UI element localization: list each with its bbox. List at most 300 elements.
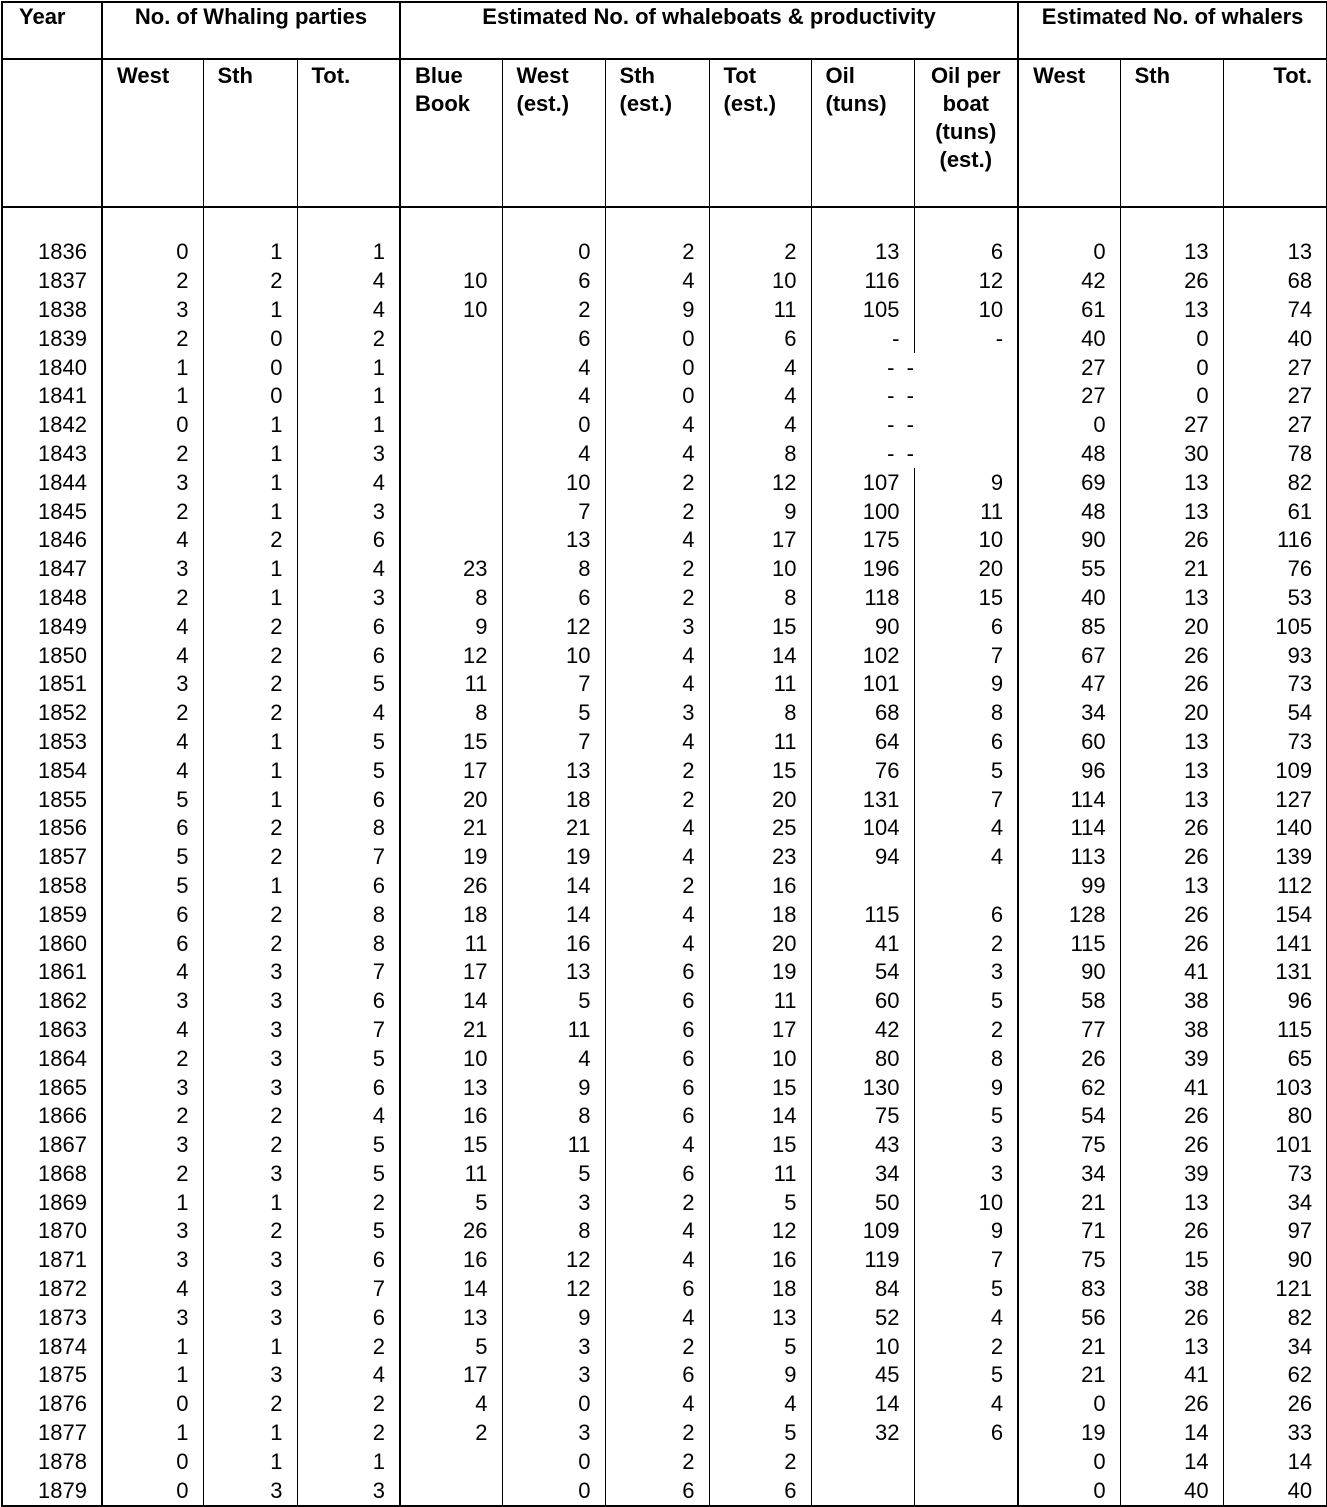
value-cell: 127 [1223, 785, 1327, 814]
value-cell: 9 [914, 670, 1018, 699]
table-row [2, 1073, 1327, 1102]
value-cell: 9 [914, 468, 1018, 497]
value-cell: 6 [502, 267, 605, 296]
value-cell: 3 [914, 1160, 1018, 1189]
value-cell: 11 [400, 1160, 502, 1189]
value-cell: 8 [400, 584, 502, 613]
year-cell: 1842 [2, 411, 102, 440]
value-cell: 115 [1223, 1016, 1327, 1045]
year-cell: 1876 [2, 1390, 102, 1419]
value-cell: 0 [102, 1447, 203, 1476]
value-cell: 1 [297, 238, 400, 267]
value-cell: 13 [1120, 785, 1223, 814]
value-cell: 83 [1018, 1275, 1120, 1304]
value-cell: 10 [502, 468, 605, 497]
value-cell: 1 [102, 353, 203, 382]
value-cell: 76 [1223, 555, 1327, 584]
value-cell: 2 [203, 929, 297, 958]
value-cell: 3 [605, 699, 709, 728]
year-cell: 1878 [2, 1447, 102, 1476]
value-cell: 34 [1223, 1332, 1327, 1361]
value-cell: 18 [709, 900, 811, 929]
value-cell: 11 [709, 728, 811, 757]
value-cell: 30 [1120, 440, 1223, 469]
value-cell: 2 [203, 1390, 297, 1419]
value-cell: 0 [605, 382, 709, 411]
value-cell: 3 [297, 1476, 400, 1506]
value-cell: 112 [1223, 872, 1327, 901]
value-cell: 26 [1120, 1131, 1223, 1160]
value-cell: 5 [297, 728, 400, 757]
value-cell: 34 [1223, 1188, 1327, 1217]
value-cell: 3 [102, 468, 203, 497]
year-cell: 1879 [2, 1476, 102, 1506]
value-cell: 20 [709, 929, 811, 958]
value-cell: 13 [1120, 468, 1223, 497]
value-cell: 3 [203, 1275, 297, 1304]
value-cell: 1 [203, 1332, 297, 1361]
value-cell: 15 [709, 1073, 811, 1102]
value-cell: 41 [811, 929, 914, 958]
year-cell: 1867 [2, 1131, 102, 1160]
value-cell: 2 [102, 497, 203, 526]
value-cell: 4 [605, 900, 709, 929]
value-cell: 139 [1223, 843, 1327, 872]
table-row [2, 555, 1327, 584]
value-cell: 5 [297, 756, 400, 785]
value-cell: 2 [605, 1188, 709, 1217]
value-cell [400, 238, 502, 267]
value-cell: 26 [1223, 1390, 1327, 1419]
value-cell: 4 [297, 468, 400, 497]
value-cell: 74 [1223, 296, 1327, 325]
value-cell: 0 [1018, 238, 1120, 267]
value-cell: 17 [400, 756, 502, 785]
table-row [2, 1217, 1327, 1246]
value-cell: 1 [297, 1447, 400, 1476]
year-cell: 1877 [2, 1419, 102, 1448]
value-cell: 2 [605, 1332, 709, 1361]
value-cell: 25 [709, 814, 811, 843]
value-cell: 21 [1018, 1332, 1120, 1361]
table-row [2, 440, 1327, 469]
value-cell: 2 [297, 324, 400, 353]
value-cell: 121 [1223, 1275, 1327, 1304]
whalers-sth-header: Sth [1120, 59, 1223, 207]
value-cell: 40 [1120, 1476, 1223, 1506]
value-cell: 13 [502, 756, 605, 785]
value-cell: 3 [203, 1246, 297, 1275]
value-cell: 4 [605, 1246, 709, 1275]
value-cell: 26 [1120, 1303, 1223, 1332]
year-cell: 1852 [2, 699, 102, 728]
value-cell: 1 [203, 756, 297, 785]
value-cell: 4 [605, 1390, 709, 1419]
value-cell: 4 [709, 353, 811, 382]
value-cell: 8 [709, 584, 811, 613]
value-cell: 4 [605, 1303, 709, 1332]
value-cell: 64 [811, 728, 914, 757]
table-row [2, 900, 1327, 929]
value-cell: 6 [605, 987, 709, 1016]
value-cell: 14 [1120, 1447, 1223, 1476]
value-cell: 42 [1018, 267, 1120, 296]
value-cell: 4 [297, 1361, 400, 1390]
value-cell: 100 [811, 497, 914, 526]
spacer-row [2, 207, 1327, 238]
value-cell: 33 [1223, 1419, 1327, 1448]
value-cell: 15 [914, 584, 1018, 613]
value-cell: 54 [811, 958, 914, 987]
value-cell: 4 [297, 267, 400, 296]
value-cell: 27 [1223, 353, 1327, 382]
value-cell: 2 [102, 440, 203, 469]
value-cell: 13 [1120, 1332, 1223, 1361]
value-cell: 5 [502, 1160, 605, 1189]
parties-west-header: West [102, 59, 203, 207]
value-cell: 3 [502, 1361, 605, 1390]
value-cell: 14 [1223, 1447, 1327, 1476]
value-cell: 16 [709, 1246, 811, 1275]
value-cell: 56 [1018, 1303, 1120, 1332]
value-cell: 6 [605, 1102, 709, 1131]
value-cell: 5 [709, 1188, 811, 1217]
oil-header: Oil (tuns) [811, 59, 914, 207]
value-cell: 3 [203, 1044, 297, 1073]
value-cell: 17 [709, 526, 811, 555]
value-cell: 53 [1223, 584, 1327, 613]
value-cell: 0 [502, 1476, 605, 1506]
value-cell: 2 [502, 296, 605, 325]
value-cell: 40 [1223, 324, 1327, 353]
value-cell: 14 [709, 1102, 811, 1131]
value-cell: 2 [297, 1419, 400, 1448]
value-cell: 1 [102, 1419, 203, 1448]
value-cell: 10 [914, 296, 1018, 325]
value-cell: 15 [709, 612, 811, 641]
value-cell: 27 [1018, 382, 1120, 411]
value-cell: 4 [914, 814, 1018, 843]
value-cell: 10 [914, 526, 1018, 555]
value-cell [400, 411, 502, 440]
value-cell: 9 [502, 1073, 605, 1102]
value-cell: 13 [1223, 238, 1327, 267]
value-cell: 6 [605, 1476, 709, 1506]
value-cell: 10 [709, 267, 811, 296]
table-row [2, 468, 1327, 497]
value-cell: 26 [1120, 267, 1223, 296]
table-row [2, 987, 1327, 1016]
value-cell: 13 [1120, 728, 1223, 757]
value-cell: 5 [102, 872, 203, 901]
value-cell: 60 [1018, 728, 1120, 757]
value-cell: 3 [102, 1246, 203, 1275]
value-cell: 2 [605, 555, 709, 584]
value-cell: 0 [203, 353, 297, 382]
value-cell: 3 [102, 1131, 203, 1160]
value-cell: 5 [297, 1217, 400, 1246]
value-cell: 13 [502, 958, 605, 987]
value-cell: 4 [297, 1102, 400, 1131]
value-cell: 3 [102, 1303, 203, 1332]
value-cell: 27 [1120, 411, 1223, 440]
value-cell: 10 [709, 1044, 811, 1073]
value-cell: 4 [297, 555, 400, 584]
value-cell: 6 [914, 1419, 1018, 1448]
value-cell: 26 [400, 872, 502, 901]
value-cell: 1 [203, 497, 297, 526]
year-cell: 1845 [2, 497, 102, 526]
value-cell [400, 440, 502, 469]
value-cell: 0 [502, 1390, 605, 1419]
value-cell: 3 [502, 1188, 605, 1217]
value-cell: 26 [1120, 1217, 1223, 1246]
value-cell: 2 [605, 238, 709, 267]
value-cell: 114 [1018, 814, 1120, 843]
table-body [2, 207, 1327, 1506]
year-cell: 1873 [2, 1303, 102, 1332]
value-cell: 12 [709, 1217, 811, 1246]
value-cell: 75 [811, 1102, 914, 1131]
value-cell [914, 411, 1018, 440]
value-cell: 2 [203, 267, 297, 296]
value-cell: - [811, 324, 914, 353]
value-cell: 6 [605, 1073, 709, 1102]
value-cell: 1 [102, 1361, 203, 1390]
year-cell: 1874 [2, 1332, 102, 1361]
value-cell: 0 [1018, 1476, 1120, 1506]
value-cell: 13 [811, 238, 914, 267]
value-cell: 3 [605, 612, 709, 641]
value-cell: 8 [297, 929, 400, 958]
value-cell: 4 [709, 411, 811, 440]
value-cell: 0 [605, 324, 709, 353]
value-cell: 1 [203, 555, 297, 584]
value-cell: 11 [914, 497, 1018, 526]
value-cell: 2 [297, 1390, 400, 1419]
value-cell: 0 [502, 1447, 605, 1476]
value-cell: 7 [914, 785, 1018, 814]
value-cell: 13 [1120, 238, 1223, 267]
boats-sth-header: Sth (est.) [605, 59, 709, 207]
table-row [2, 1160, 1327, 1189]
year-cell: 1860 [2, 929, 102, 958]
value-cell: 2 [203, 641, 297, 670]
sub-header-row [2, 59, 1327, 207]
value-cell: - [914, 324, 1018, 353]
value-cell: 2 [914, 929, 1018, 958]
value-cell: 14 [502, 900, 605, 929]
value-cell: 141 [1223, 929, 1327, 958]
value-cell: 131 [1223, 958, 1327, 987]
table-row [2, 756, 1327, 785]
value-cell: 10 [400, 1044, 502, 1073]
value-cell: 94 [811, 843, 914, 872]
value-cell: 90 [1018, 526, 1120, 555]
value-cell: 11 [400, 670, 502, 699]
value-cell: 71 [1018, 1217, 1120, 1246]
value-cell: 60 [811, 987, 914, 1016]
value-cell: 4 [914, 843, 1018, 872]
value-cell: 21 [1018, 1361, 1120, 1390]
table-row [2, 785, 1327, 814]
value-cell: 40 [1018, 324, 1120, 353]
table-row [2, 1246, 1327, 1275]
value-cell: 27 [1018, 353, 1120, 382]
year-cell: 1868 [2, 1160, 102, 1189]
value-cell: 104 [811, 814, 914, 843]
value-cell: 14 [502, 872, 605, 901]
value-cell: 12 [502, 1246, 605, 1275]
value-cell: 75 [1018, 1246, 1120, 1275]
value-cell: 119 [811, 1246, 914, 1275]
value-cell [400, 382, 502, 411]
value-cell: 69 [1018, 468, 1120, 497]
value-cell: 7 [502, 497, 605, 526]
value-cell: 2 [605, 756, 709, 785]
value-cell: 2 [203, 1102, 297, 1131]
value-cell: 34 [1018, 699, 1120, 728]
value-cell: 5 [297, 1160, 400, 1189]
value-cell: 14 [709, 641, 811, 670]
value-cell: 1 [297, 382, 400, 411]
value-cell: 13 [1120, 296, 1223, 325]
table-row [2, 814, 1327, 843]
value-cell [914, 353, 1018, 382]
value-cell: 34 [811, 1160, 914, 1189]
value-cell: 13 [1120, 756, 1223, 785]
value-cell: 6 [605, 1361, 709, 1390]
value-cell: 5 [709, 1332, 811, 1361]
table-row [2, 382, 1327, 411]
table-row [2, 1303, 1327, 1332]
value-cell: 12 [914, 267, 1018, 296]
value-cell: 14 [400, 1275, 502, 1304]
value-cell: 0 [502, 411, 605, 440]
value-cell: 2 [914, 1332, 1018, 1361]
value-cell: 2 [605, 468, 709, 497]
value-cell: 140 [1223, 814, 1327, 843]
value-cell: 50 [811, 1188, 914, 1217]
value-cell: 12 [502, 1275, 605, 1304]
value-cell: 5 [297, 1131, 400, 1160]
value-cell: 4 [502, 353, 605, 382]
year-cell: 1859 [2, 900, 102, 929]
value-cell: 40 [1223, 1476, 1327, 1506]
value-cell: 4 [605, 440, 709, 469]
value-cell: 4 [102, 958, 203, 987]
table-row [2, 324, 1327, 353]
value-cell: 9 [914, 1217, 1018, 1246]
value-cell: 7 [914, 641, 1018, 670]
value-cell: 7 [502, 670, 605, 699]
value-cell: 1 [203, 584, 297, 613]
value-cell: 73 [1223, 1160, 1327, 1189]
value-cell [914, 382, 1018, 411]
table-row [2, 353, 1327, 382]
value-cell: 15 [709, 756, 811, 785]
value-cell [400, 526, 502, 555]
table-row [2, 584, 1327, 613]
value-cell: 2 [709, 1447, 811, 1476]
value-cell: 116 [1223, 526, 1327, 555]
table-row [2, 526, 1327, 555]
value-cell: 5 [914, 1361, 1018, 1390]
value-cell: 8 [297, 900, 400, 929]
table-row [2, 1332, 1327, 1361]
value-cell: 6 [502, 324, 605, 353]
value-cell: 96 [1223, 987, 1327, 1016]
year-cell: 1864 [2, 1044, 102, 1073]
table-row [2, 411, 1327, 440]
value-cell: 13 [1120, 584, 1223, 613]
value-cell: 9 [605, 296, 709, 325]
value-cell: 75 [1018, 1131, 1120, 1160]
value-cell: 4 [297, 699, 400, 728]
value-cell: 5 [297, 670, 400, 699]
parties-header: No. of Whaling parties [102, 2, 400, 59]
value-cell: 116 [811, 267, 914, 296]
value-cell: 3 [102, 555, 203, 584]
value-cell: 2 [203, 843, 297, 872]
year-cell: 1840 [2, 353, 102, 382]
value-cell: 2 [605, 584, 709, 613]
value-cell: 4 [605, 267, 709, 296]
value-cell: 45 [811, 1361, 914, 1390]
blue-book-header: Blue Book [400, 59, 502, 207]
value-cell: 20 [400, 785, 502, 814]
value-cell: 105 [1223, 612, 1327, 641]
year-cell: 1862 [2, 987, 102, 1016]
value-cell: 5 [400, 1188, 502, 1217]
value-cell: 3 [203, 1476, 297, 1506]
value-cell: 1 [297, 411, 400, 440]
value-cell: 8 [709, 699, 811, 728]
table-row [2, 872, 1327, 901]
value-cell: 8 [502, 555, 605, 584]
value-cell: 65 [1223, 1044, 1327, 1073]
value-cell: 3 [203, 987, 297, 1016]
value-cell: 67 [1018, 641, 1120, 670]
value-cell: 34 [1018, 1160, 1120, 1189]
year-cell: 1837 [2, 267, 102, 296]
value-cell [914, 440, 1018, 469]
value-cell: 5 [297, 1044, 400, 1073]
value-cell: 2 [605, 1447, 709, 1476]
value-cell: 9 [709, 1361, 811, 1390]
year-cell: 1871 [2, 1246, 102, 1275]
value-cell: 4 [605, 1217, 709, 1246]
table-row [2, 612, 1327, 641]
value-cell: 9 [914, 1073, 1018, 1102]
value-cell: 20 [709, 785, 811, 814]
value-cell: 3 [102, 296, 203, 325]
value-cell: 1 [203, 1419, 297, 1448]
table-row [2, 1102, 1327, 1131]
value-cell: 115 [1018, 929, 1120, 958]
value-cell: 175 [811, 526, 914, 555]
value-cell: 26 [1120, 641, 1223, 670]
value-cell: 114 [1018, 785, 1120, 814]
value-cell: 5 [102, 843, 203, 872]
value-cell: 38 [1120, 1275, 1223, 1304]
value-cell: 2 [102, 699, 203, 728]
value-cell: 0 [1120, 353, 1223, 382]
value-cell: 8 [400, 699, 502, 728]
year-cell: 1872 [2, 1275, 102, 1304]
year-cell: 1875 [2, 1361, 102, 1390]
value-cell: 3 [203, 1073, 297, 1102]
